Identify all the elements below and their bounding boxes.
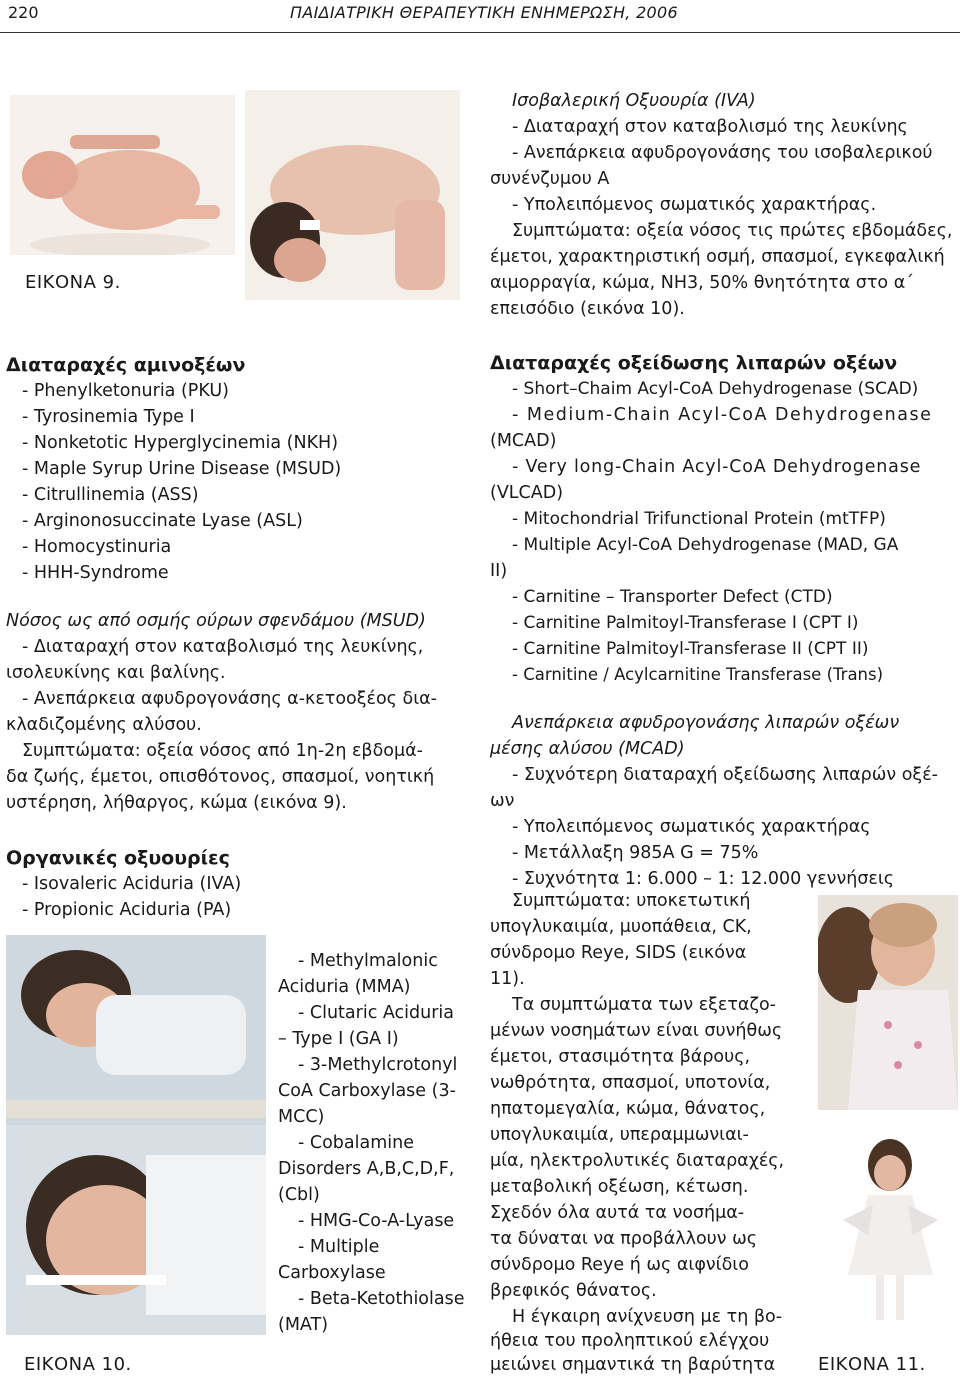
narrow-line: τα δύναται να προβάλλουν ως xyxy=(490,1229,758,1249)
organic-side-line: (MAT) xyxy=(278,1315,329,1335)
narrow-line: μένων νοσημάτων είναι συνήθως xyxy=(490,1021,783,1041)
organic-side-line: - HMG-Co-A-Lyase xyxy=(298,1211,455,1231)
mcad-title: Ανεπάρκεια αφυδρογονάσης λιπαρών οξέων xyxy=(512,713,900,733)
header-rule xyxy=(0,32,960,33)
amino-item: - Tyrosinemia Type I xyxy=(22,407,195,427)
fatty-line: - Mitochondrial Trifunctional Protein (mtTFP) xyxy=(512,509,886,529)
amino-item: - Nonketotic Hyperglycinemia (NKH) xyxy=(22,433,339,453)
mcad-line: - Συχνότερη διαταραχή οξείδωσης λιπαρών οξέ- xyxy=(512,765,938,785)
iva-line: - Υπολειπόμενος σωματικός χαρακτήρας. xyxy=(512,195,877,215)
figure-11-caption: ΕΙΚΟΝΑ 11. xyxy=(818,1354,926,1375)
narrow-line: υπογλυκαιμία, υπεραμμωνιαι- xyxy=(490,1125,749,1145)
narrow-line: Τα συμπτώματα των εξεταζο- xyxy=(512,995,776,1015)
fatty-line: - Short–Chaim Acyl-CoA Dehydrogenase (SCAD) xyxy=(512,379,919,399)
iva-line: συνένζυμου Α xyxy=(490,169,610,189)
msud-title: Νόσος ως από οσμής ούρων σφενδάμου (MSUD) xyxy=(6,611,426,631)
narrow-line: μία, ηλεκτρολυτικές διαταραχές, xyxy=(490,1151,785,1171)
figure-11-photo-bottom xyxy=(838,1125,943,1335)
organic-side-line: MCC) xyxy=(278,1107,325,1127)
figure-9-caption: ΕΙΚΟΝΑ 9. xyxy=(25,272,121,293)
msud-line: υστέρηση, λήθαργος, κώμα (εικόνα 9). xyxy=(6,793,347,813)
mcad-line: - Συχνότητα 1: 6.000 – 1: 12.000 γεννήσεις xyxy=(512,869,895,889)
amino-heading: Διαταραχές αμινοξέων xyxy=(6,354,246,376)
msud-line: - Ανεπάρκεια αφυδρογονάσης α-κετοοξέος δια- xyxy=(22,689,437,709)
msud-line: δα ζωής, έμετοι, οπισθότονος, σπασμοί, νοητική xyxy=(6,767,435,787)
iva-line: - Διαταραχή στον καταβολισμό της λευκίνης xyxy=(512,117,908,137)
amino-item: - Maple Syrup Urine Disease (MSUD) xyxy=(22,459,342,479)
organic-side-line: - Cobalamine xyxy=(298,1133,414,1153)
fatty-line: - Very long-Chain Acyl-CoA Dehydrogenase xyxy=(512,457,922,477)
organic-side-line: - Clutaric Aciduria xyxy=(298,1003,455,1023)
organic-side-line: Aciduria (MMA) xyxy=(278,977,411,997)
fatty-line: - Multiple Acyl-CoA Dehydrogenase (MAD, GA xyxy=(512,535,899,555)
organic-side-line: Carboxylase xyxy=(278,1263,386,1283)
msud-line: - Διαταραχή στον καταβολισμό της λευκίνης, xyxy=(22,637,424,657)
narrow-line: υπογλυκαιμία, μυοπάθεια, CK, xyxy=(490,917,752,937)
figure-9-photo-left xyxy=(10,95,235,255)
page-number: 220 xyxy=(8,3,39,22)
fatty-line: - Carnitine – Transporter Defect (CTD) xyxy=(512,587,833,607)
iva-line: επεισόδιο (εικόνα 10). xyxy=(490,299,685,319)
organic-side-line: - 3-Methylcrotonyl xyxy=(298,1055,458,1075)
organic-side-line: - Multiple xyxy=(298,1237,380,1257)
fatty-line: - Medium-Chain Acyl-CoA Dehydrogenase xyxy=(512,405,933,425)
narrow-line: νωθρότητα, σπασμοί, υποτονία, xyxy=(490,1073,771,1093)
amino-item: - HHH-Syndrome xyxy=(22,563,169,583)
amino-item: - Phenylketonuria (PKU) xyxy=(22,381,229,401)
narrow-line: βρεφικός θάνατος. xyxy=(490,1281,657,1301)
organic-side-line: CoA Carboxylase (3- xyxy=(278,1081,456,1101)
organic-item: - Isovaleric Aciduria (IVA) xyxy=(22,874,242,894)
iva-line: - Ανεπάρκεια αφυδρογονάσης του ισοβαλερικού xyxy=(512,143,933,163)
fatty-line: (VLCAD) xyxy=(490,483,564,503)
organic-side-line: - Beta-Ketothiolase xyxy=(298,1289,465,1309)
figure-10-caption: ΕΙΚΟΝΑ 10. xyxy=(24,1354,132,1375)
msud-line: κλαδιζομένης αλύσου. xyxy=(6,715,202,735)
narrow-line: ηπατομεγαλία, κώμα, θάνατος, xyxy=(490,1099,766,1119)
organic-side-line: Disorders A,B,C,D,F, xyxy=(278,1159,455,1179)
narrow-line: Η έγκαιρη ανίχνευση με τη βο- xyxy=(512,1307,783,1327)
iva-line: έμετοι, χαρακτηριστική οσμή, σπασμοί, εγκεφαλική xyxy=(490,247,945,267)
mcad-line: - Μετάλλαξη 985Α G = 75% xyxy=(512,843,759,863)
narrow-line: ήθεια του προληπτικού ελέγχου xyxy=(490,1331,770,1351)
figure-10-photo xyxy=(6,935,266,1335)
fatty-line: - Carnitine Palmitoyl-Transferase I (CPT I) xyxy=(512,613,859,633)
organic-side-line: – Type I (GA I) xyxy=(278,1029,399,1049)
iva-title: Ισοβαλερική Οξυουρία (IVA) xyxy=(512,91,756,111)
msud-line: ισολευκίνης και βαλίνης. xyxy=(6,663,226,683)
figure-9-photo-right xyxy=(245,90,460,300)
mcad-line: - Υπολειπόμενος σωματικός χαρακτήρας xyxy=(512,817,871,837)
fatty-line: - Carnitine Palmitoyl-Transferase II (CPT II) xyxy=(512,639,869,659)
figure-11-photo-top xyxy=(818,895,958,1110)
narrow-line: Συμπτώματα: υποκετωτική xyxy=(512,891,751,911)
amino-item: - Homocystinuria xyxy=(22,537,172,557)
amino-item: - Citrullinemia (ASS) xyxy=(22,485,199,505)
iva-line: Συμπτώματα: οξεία νόσος τις πρώτες εβδομάδες, xyxy=(512,221,953,241)
organic-side-line: (Cbl) xyxy=(278,1185,320,1205)
msud-line: Συμπτώματα: οξεία νόσος από 1η-2η εβδομά- xyxy=(22,741,423,761)
iva-line: αιμορραγία, κώμα, ΝΗ3, 50% θνητότητα στο α΄ xyxy=(490,273,914,293)
organic-heading: Οργανικές οξυουρίες xyxy=(6,847,230,869)
narrow-line: σύνδρομο Reye ή ως αιφνίδιο xyxy=(490,1255,749,1275)
mcad-title: μέσης αλύσου (MCAD) xyxy=(490,739,685,759)
fatty-line: II) xyxy=(490,561,508,581)
narrow-line: σύνδρομο Reye, SIDS (εικόνα xyxy=(490,943,747,963)
narrow-line: Σχεδόν όλα αυτά τα νοσήμα- xyxy=(490,1203,745,1223)
narrow-line: έμετοι, στασιμότητα βάρους, xyxy=(490,1047,751,1067)
journal-header: ΠΑΙΔΙΑΤΡΙΚΗ ΘΕΡΑΠΕΥΤΙΚΗ ΕΝΗΜΕΡΩΣΗ, 2006 xyxy=(290,3,678,22)
narrow-line: μεταβολική οξέωση, κέτωση. xyxy=(490,1177,749,1197)
narrow-line: 11). xyxy=(490,969,525,989)
amino-item: - Arginonosuccinate Lyase (ASL) xyxy=(22,511,303,531)
organic-item: - Propionic Aciduria (PA) xyxy=(22,900,232,920)
fatty-line: (MCAD) xyxy=(490,431,557,451)
mcad-line: ων xyxy=(490,791,515,811)
organic-side-line: - Methylmalonic xyxy=(298,951,438,971)
narrow-line: μειώνει σημαντικά τη βαρύτητα xyxy=(490,1355,776,1375)
fatty-line: - Carnitine / Acylcarnitine Transferase (Trans) xyxy=(512,665,884,684)
fatty-heading: Διαταραχές οξείδωσης λιπαρών οξέων xyxy=(490,352,898,374)
